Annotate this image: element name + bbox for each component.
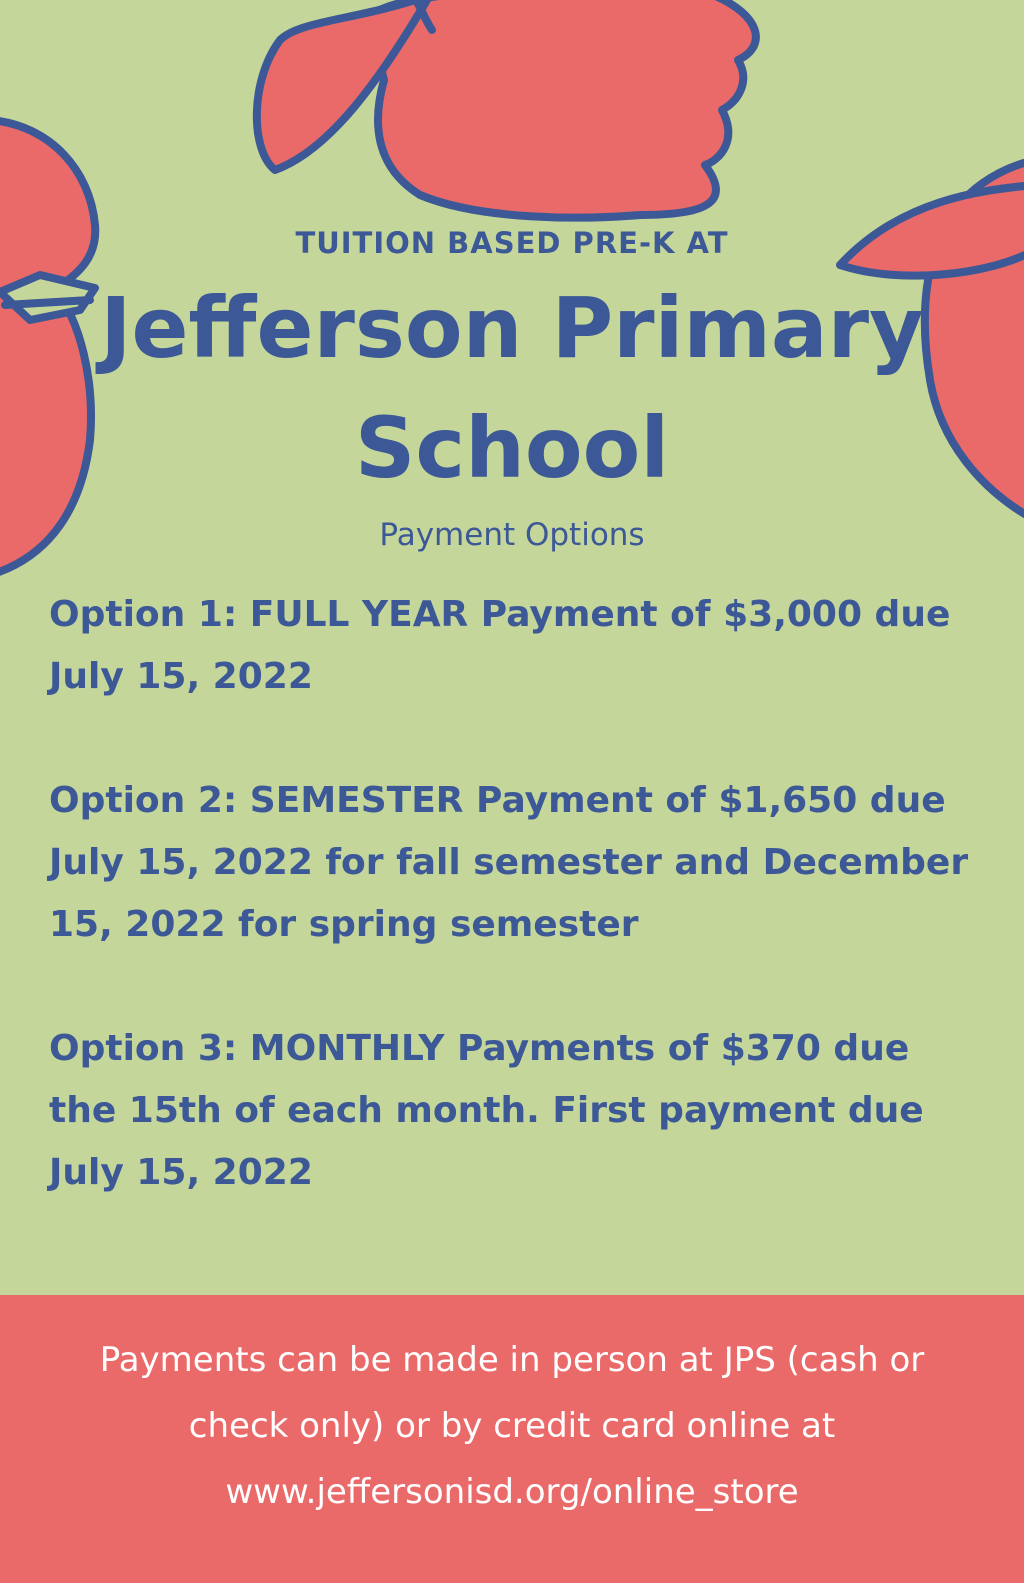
eyebrow-text: TUITION BASED PRE-K AT xyxy=(295,226,729,260)
payment-option-1: Option 1: FULL YEAR Payment of $3,000 due July 15, 2022 xyxy=(49,594,951,697)
page-subtitle: Payment Options xyxy=(379,517,645,553)
payment-option-2: Option 2: SEMESTER Payment of $1,650 due July 15, 2022 for fall semester and December 15, 2022 for spring semester xyxy=(49,780,969,945)
payment-option-3: Option 3: MONTHLY Payments of $370 due the 15th of each month. First payment due July 15, 2022 xyxy=(49,1028,924,1193)
payment-info-footer xyxy=(0,1295,1024,1583)
page-title: Jefferson Primary School xyxy=(100,279,924,497)
payment-options-list xyxy=(49,584,984,1266)
apple-illustration-top xyxy=(257,0,756,218)
footer-text: Payments can be made in person at JPS (cash or check only) or by credit card online at www.jeffersonisd.org/online_store xyxy=(99,1340,925,1512)
